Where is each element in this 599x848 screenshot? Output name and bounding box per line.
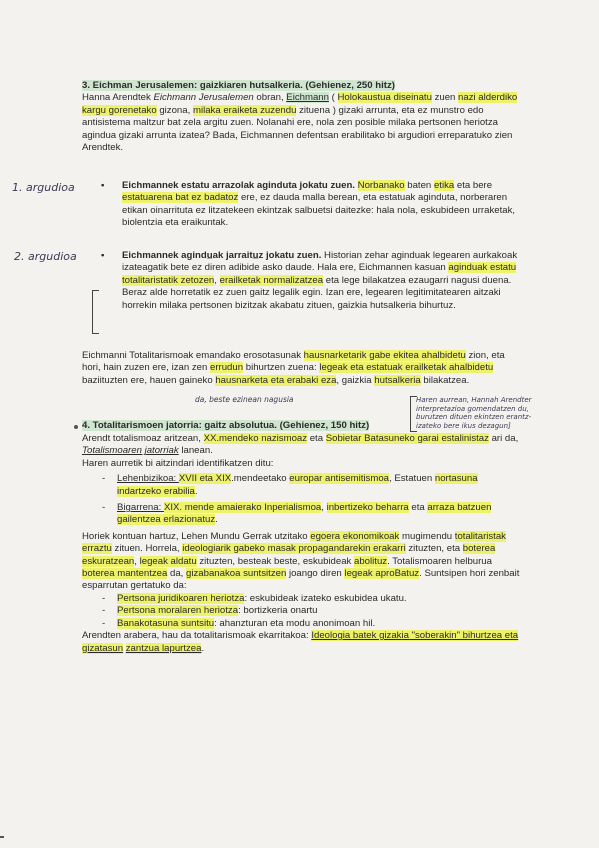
text-run: bihurtzen zuena: [243,362,320,374]
section-3-title-text: 3. Eichman Jerusalemen: gaizkiaren hutsalkeria. (Gehienez, 250 hitz) [82,80,395,91]
highlight: gizabanakoa suntsitzen [186,568,287,580]
section-4-body [82,433,522,655]
text-run: . [194,485,198,497]
sub-item-1 [82,473,522,498]
section-4-p2: Haren aurretik bi aitzindari identifikatzen ditu: [82,457,274,469]
highlight: hausnarketa eta erabaki eza [215,374,337,386]
highlight: ideologiarik gabeko masak propagandarekin erakarri [182,543,406,555]
text-run: zituen. Horrela, [111,543,183,555]
text-run: bilakatzea. [420,374,470,386]
text-run: Arendten arabera, hau da totalitarismoak ekarritakoa: [82,630,312,642]
text-run: Historian zehar aginduak legearen aurkakoak izateagatik bete ez diren adibide asko daude. Hala ere, Eichmannen kasuan [122,250,518,274]
text-run: .mendeetako [231,473,290,485]
argument-2 [82,250,522,312]
text-run: mugimendu [399,530,455,542]
highlight: abolituz [354,555,388,567]
highlight: inbertizeko beharra [326,502,409,514]
text-run: eta lege bilakatzea ezaugarri nagusi duena. Beraz alde horretatik ez zuen gaitz legalik egin. Izan ere, legearen legitimitatearen aitzaki horrekin milaka pertsonen bizitzak akabatu zituen, gaizkia hutsalkeria bihurtuz. [122,274,512,311]
text-run: lanean. [178,445,213,457]
sub-item-2 [82,502,522,527]
bullet-icon [74,425,78,429]
text-run: : ahanzturan eta modu anonimoan hil. [214,617,376,629]
conclusion-text [82,350,522,387]
sub-item-label: Lehenbizikoa: [117,473,179,485]
argument-1 [82,180,522,230]
highlight: boterea eskuratzean [82,543,496,567]
highlight: Norbanako [357,180,405,191]
highlight: hausnarketarik gabe ekitea ahalbidetu [303,350,466,361]
highlight: boterea mantentzea [82,568,168,580]
text-run: zion, eta hori, hain zuzen ere, izan zen [82,350,505,374]
highlight: legeak aproBatuz [344,568,420,580]
margin-note-arg2: 2. argudioa [14,250,77,263]
text-run: da, [167,568,187,580]
highlight: Eichmann [286,92,329,104]
handwritten-line: Haren aurrean, Hannah Arendter [416,396,532,404]
highlight: Banakotasuna suntsitu [117,617,215,629]
section-3-intro [82,92,522,154]
text-run: Arendt totalismoaz aritzean, [82,433,204,444]
handwritten-inline-note: da, beste ezinean nagusia [195,395,294,404]
text-run: Eichmanni Totalitarismoak emandako erosotasunak [82,350,304,361]
text-run: . [215,514,218,526]
highlight: Pertsona juridikoaren heriotza [117,592,245,604]
text-run: , [134,555,140,567]
handwritten-line: burutzen dituen ekintzen erantz- [416,413,532,421]
text-run: . Totalismoaren helburua [387,555,492,567]
text-run: , [214,274,220,286]
dash-icon: - [102,592,106,604]
list-item [82,605,522,617]
highlight: XIX. mende amaierako Inperialismoa [163,502,322,514]
text-run: zituzten, besteak beste, eskubideak [196,555,355,567]
highlight: egoera ekonomikoak [310,530,400,542]
highlight: Sobietar Batasuneko garai estalinistaz [325,433,489,444]
text-run: baziituzten ere, hauen gaineko [82,374,216,386]
text-run: ari da, [488,433,519,444]
highlight: erailketak normalizatzea [219,274,324,286]
highlight: Holokaustua diseinatu [337,92,432,104]
highlight: arraza batzuen gailentzea erlazionatuz [117,502,492,526]
highlight: nortasuna indartzeko erabilia [117,473,478,497]
argument-1-lead: Eichmannek estatu arrazolak agindutа jokatu zuen. [122,180,355,191]
bullet-icon: • [101,250,105,261]
text-run: : eskubideak izateko eskubidea ukatu. [244,592,407,604]
section-3-title [82,80,522,92]
highlight: europar antisemitismoa [289,473,389,485]
text-run: , [321,502,327,514]
highlight: XVII eta XIX [178,473,232,485]
text-run: Horiek kontuan hartuz, Lehen Mundu Gerrak utzitako [82,530,311,542]
book-title: Totalismoaren jatorriak [82,445,179,457]
handwritten-side-note [416,396,596,430]
text-run: , Estatuen [389,473,435,485]
section-4 [82,420,412,432]
bullet-icon: • [101,180,105,191]
text-run: . [201,642,205,654]
text-run: obran, [253,92,287,104]
book-title: Eichmann Jerusalemen [153,92,254,104]
section-4-p1 [82,433,522,458]
section-4-title-text: 4. Totalitarismoen jatorria: gaitz absolutua. (Gehienez, 150 hitz) [82,420,370,431]
conclusion-paragraph [82,350,522,387]
highlight: nazi alderdiko kargu gorenetako [82,92,518,116]
argument-1-paragraph [82,180,522,230]
highlight: aginduak estatu totalitaristatik zetozen [122,262,517,286]
text-run: , gaizkia [336,374,375,386]
highlight: totalitaristak erraztu [82,530,506,555]
dash-icon: - [102,502,106,514]
sub-item-label: Bigarrena: [117,502,164,514]
highlight: errudun [210,362,244,374]
text-run: joango diren [286,568,345,580]
dash-icon: - [102,473,106,485]
highlight: Pertsona moralaren heriotza [117,605,239,617]
section-4-title [82,420,412,432]
highlight: Ideologia batek gizakia "soberakin" bihurtzea eta gizatasun [82,630,519,654]
text-run: zituzten, eta [405,543,463,555]
text-run: ere, ez dauda malla berean, eta estatuak agindutа, norberaren etikan oinarritutа ez litzatekeen ekintzak salbuetsi daitezke: hala nola, eskubideen urraketak, biolentzia eta eraikuntak. [122,192,516,229]
section-4-p3 [82,531,522,593]
highlight: XX.mendeko nazismoaz [203,433,308,444]
highlight: milaka eraiketa zuzendu [192,104,297,116]
text-run: gizona, [156,104,193,116]
highlight: legeak eta estatuak erailketak ahalbidetu [319,362,494,374]
dash-icon: - [102,605,106,617]
text-run: eta [408,502,428,514]
highlight: hutsalkeria [374,374,421,386]
text-run: Hanna Arendtek [82,92,154,104]
text-run: zuen [431,92,459,104]
highlight: etika [433,180,455,191]
handwritten-line: izateko bere ikus dezagun] [416,421,511,430]
text-run: eta bere [454,180,493,191]
list-item [82,593,522,605]
text-run: baten [404,180,434,191]
argument-2-lead: Eichmannek agindu̲ak jarraitu̲z jokatu zuen. [122,250,322,261]
highlight: legeak aldatu [139,555,197,567]
margin-note-arg1: 1. argudioa [12,181,75,194]
dash-icon: - [102,617,106,629]
highlight: zantzua lapurtzea [125,642,202,654]
highlight: estatuarena bat ez badatoz [122,192,239,204]
section-3 [82,80,522,154]
page-edge-mark [0,836,4,838]
text-run: eta [307,433,326,444]
text-run: ( [328,92,338,104]
text-run: zituena ) gizaki arrunta, eta ez munstro edo antisistema maltzur bat zela argitu zuen. Nolanahi ere, nola zen posible milaka pertsonen heriotza agindua gizaki arrunta izatea? Bada, Eichmannen defentsan erabilitako bi argudiori erreparatuko zien Arendtek. [82,104,513,154]
handwritten-line: interpretazioa gomendatzen du, [416,404,529,413]
text-run: . Suntsipen hori zenbait esparrutan gertatuko da: [82,568,520,592]
text-run: : bortizkeria onartu [238,605,318,617]
argument-2-paragraph [82,250,522,312]
section-4-p4 [82,630,522,655]
list-item [82,618,522,630]
